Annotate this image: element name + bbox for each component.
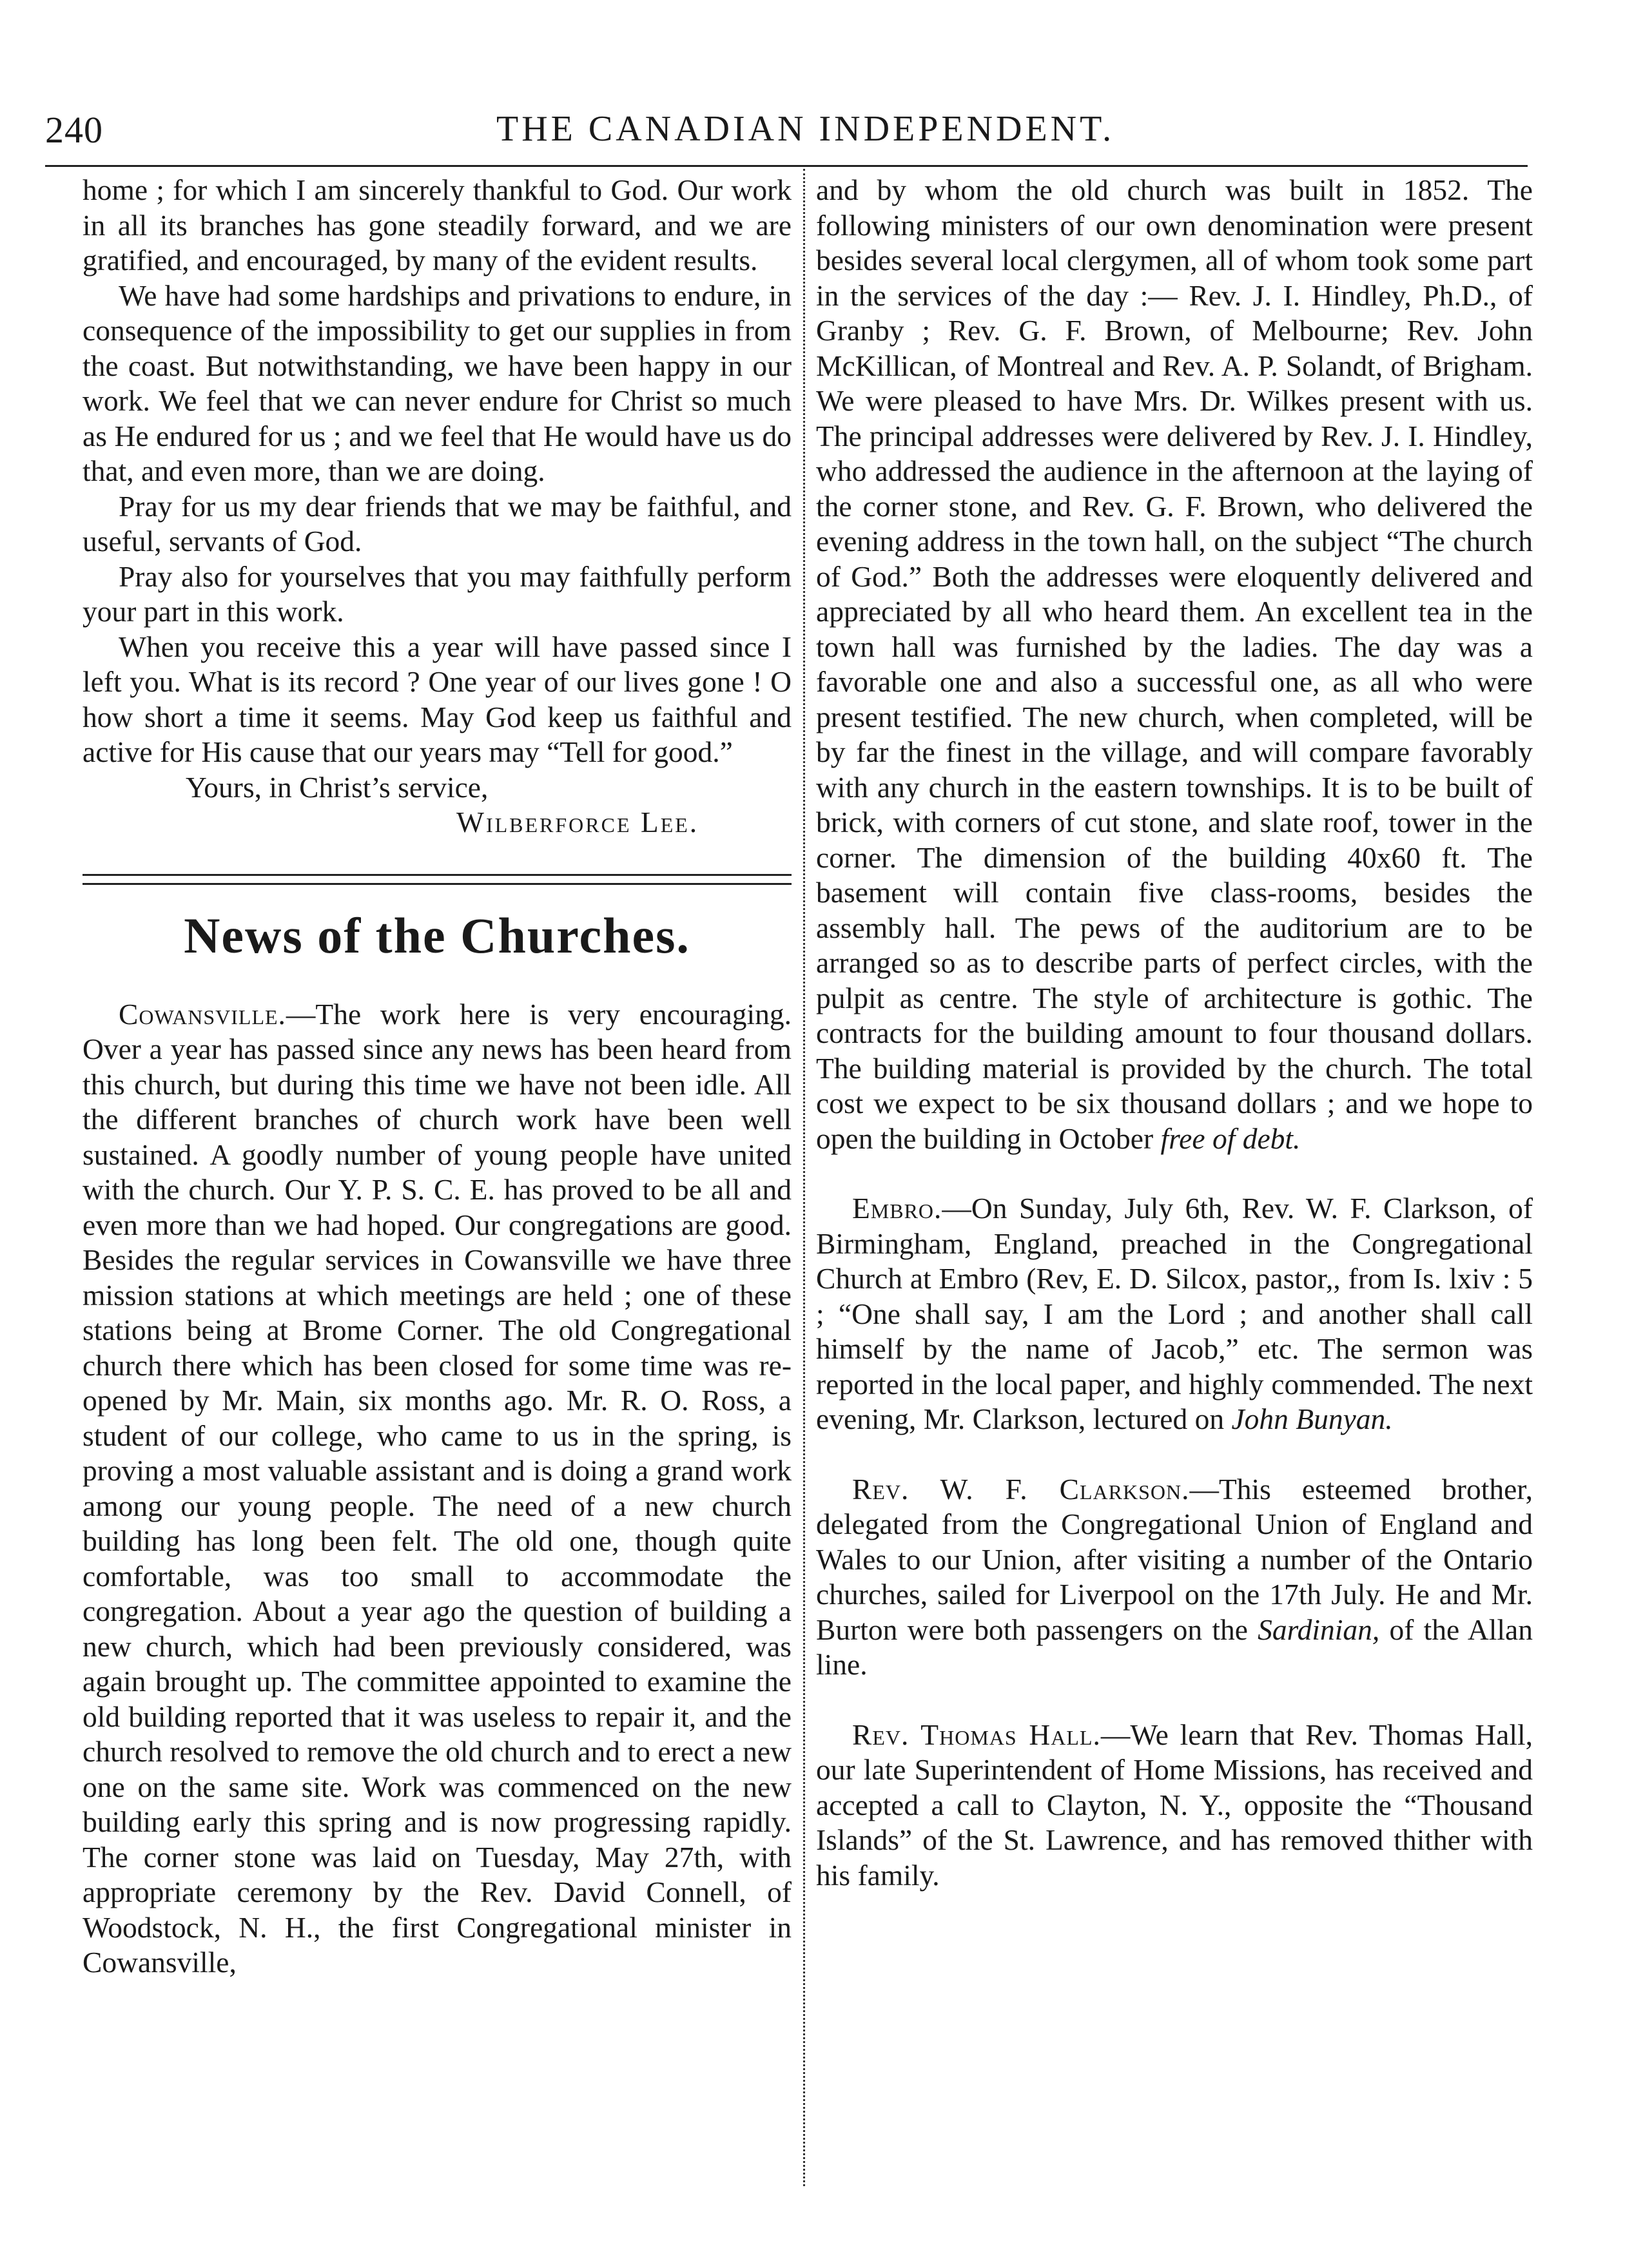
news-item-text: —This esteemed brother, delegated from the Congregational Union of England and Wales to our Union, after visiting a number of the Ontario churches, sailed for Liverpool on the 17th July. He and Mr. Burton were both passengers on the: [816, 1472, 1533, 1646]
news-item-italic: free of debt.: [1160, 1121, 1301, 1155]
news-item-italic: Sardinian,: [1258, 1613, 1380, 1646]
news-item-lead: Rev. W. F. Clarkson.: [852, 1472, 1190, 1506]
news-item-text: of the Allan line.: [816, 1613, 1533, 1681]
news-item-lead: Embro.: [852, 1192, 942, 1225]
news-item-cowansville: [83, 997, 792, 1981]
item-spacer: [816, 1437, 1533, 1472]
page-number: 240: [45, 109, 103, 151]
column-divider: [803, 169, 805, 2186]
news-item-lead: Cowansville.: [119, 997, 286, 1031]
news-item-italic: John Bunyan.: [1231, 1402, 1393, 1435]
left-column: [83, 173, 792, 1981]
letter-paragraph: We have had some hardships and privations to endure, in consequence of the impossibility to get our supplies in from the coast. But notwithstanding, we have been happy in our work. We feel that we can never endure for Christ so much as He endured for us ; and we feel that He would have us do that, and even more, than we are doing.: [83, 278, 792, 487]
letter-paragraph: When you receive this a year will have passed since I left you. What is its record ? One year of our lives gone ! O how short a time it seems. May God keep us faithful and active for His cause that our years may “Tell for good.”: [83, 630, 792, 768]
section-heading: News of the Churches.: [184, 907, 690, 964]
section-rule: [83, 874, 792, 885]
news-item-embro: [816, 1191, 1533, 1437]
header-rule: [45, 165, 1528, 167]
letter-closing: Yours, in Christ’s service,: [186, 770, 489, 804]
right-column: [816, 173, 1533, 1893]
news-item-text: —The work here is very encouraging. Over a year has passed since any news has been heard from this church, but during this time we have not been idle. All the different branches of church work have been well sustained. A goodly number of young people have united with the church. Our Y. P. S. C. E. has proved to be all and even more than we had hoped. Our congregations are good. Besides the regular services in Cowansville we have three mission stations at which meetings are held ; one of these stations being at Brome Corner. The old Congregational church there which has been closed for some time was re-opened by Mr. Main, six months ago. Mr. R. O. Ross, a student of our college, who came to us in the spring, is proving a most valuable assistant and is doing a grand work among our young people. The need of a new church building has long been felt. The old one, though quite comfortable, was too small to accommodate the congregation. About a year ago the question of building a new church, which had been previously considered, was again brought up. The committee appointed to examine the old building reported that it was useless to repair it, and the church resolved to remove the old church and to erect a new one on the same site. Work was commenced on the new building early this spring and is now progressing rapidly. The corner stone was laid on Tuesday, May 27th, with appropriate ceremony by the Rev. David Connell, of Woodstock, N. H., the first Congregational minister in Cowansville,: [83, 997, 792, 1979]
news-item-text: —On Sunday, July 6th, Rev. W. F. Clarkson, of Birmingham, England, preached in the Congregational Church at Embro (Rev, E. D. Silcox, pastor,, from Is. lxiv : 5 ; “One shall say, I am the Lord ; and another shall call himself by the name of Jacob,” etc. The sermon was reported in the local paper, and highly commended. The next evening, Mr. Clarkson, lectured on: [816, 1192, 1533, 1435]
page-header: [45, 108, 1528, 160]
letter-paragraph: home ; for which I am sincerely thankful to God. Our work in all its branches has gone steadily forward, and we are gratified, and encouraged, by many of the evident results.: [83, 173, 792, 276]
news-item-text-continued: and by whom the old church was built in 1852. The following ministers of our own denomination were present besides several local clergymen, all of whom took some part in the services of the day :— Rev. J. I. Hindley, Ph.D., of Granby ; Rev. G. F. Brown, of Melbourne; Rev. John McKillican, of Montreal and Rev. A. P. Solandt, of Brigham. We were pleased to have Mrs. Dr. Wilkes present with us. The principal addresses were delivered by Rev. J. I. Hindley, who addressed the audience in the afternoon at the laying of the corner stone, and Rev. G. F. Brown, who delivered the evening address in the town hall, on the subject “The church of God.” Both the addresses were eloquently delivered and appreciated by all who heard them. An excellent tea in the town hall was furnished by the ladies. The day was a favorable one and also a successful one, as all who were present testified. The new church, when completed, will be by far the finest in the village, and will compare favorably with any church in the eastern townships. It is to be built of brick, with corners of cut stone, and slate roof, tower in the corner. The dimension of the building 40x60 ft. The basement will contain five class-rooms, besides the assembly hall. The pews of the auditorium are to be arranged so as to describe parts of perfect circles, with the pulpit as centre. The style of architecture is gothic. The contracts for the building amount to four thousand dollars. The building material is provided by the church. The total cost we expect to be six thousand dollars ; and we hope to open the building in October: [816, 173, 1533, 1155]
item-spacer: [816, 1156, 1533, 1191]
journal-title: THE CANADIAN INDEPENDENT.: [496, 109, 1115, 149]
letter-paragraph: Pray also for yourselves that you may faithfully perform your part in this work.: [83, 559, 792, 628]
letter-signature: Wilberforce Lee.: [456, 806, 699, 838]
news-item-cowansville-continued: [816, 173, 1533, 1156]
news-item-clarkson: [816, 1472, 1533, 1683]
news-item-lead: Rev. Thomas Hall.: [852, 1718, 1101, 1751]
item-spacer: [816, 1683, 1533, 1718]
letter-paragraph: Pray for us my dear friends that we may be faithful, and useful, servants of God.: [83, 489, 792, 557]
news-item-hall: [816, 1718, 1533, 1894]
news-item-text: —We learn that Rev. Thomas Hall, our late Superintendent of Home Missions, has received and accepted a call to Clayton, N. Y., opposite the “Thousand Islands” of the St. Lawrence, and has removed thither with his family.: [816, 1718, 1533, 1892]
